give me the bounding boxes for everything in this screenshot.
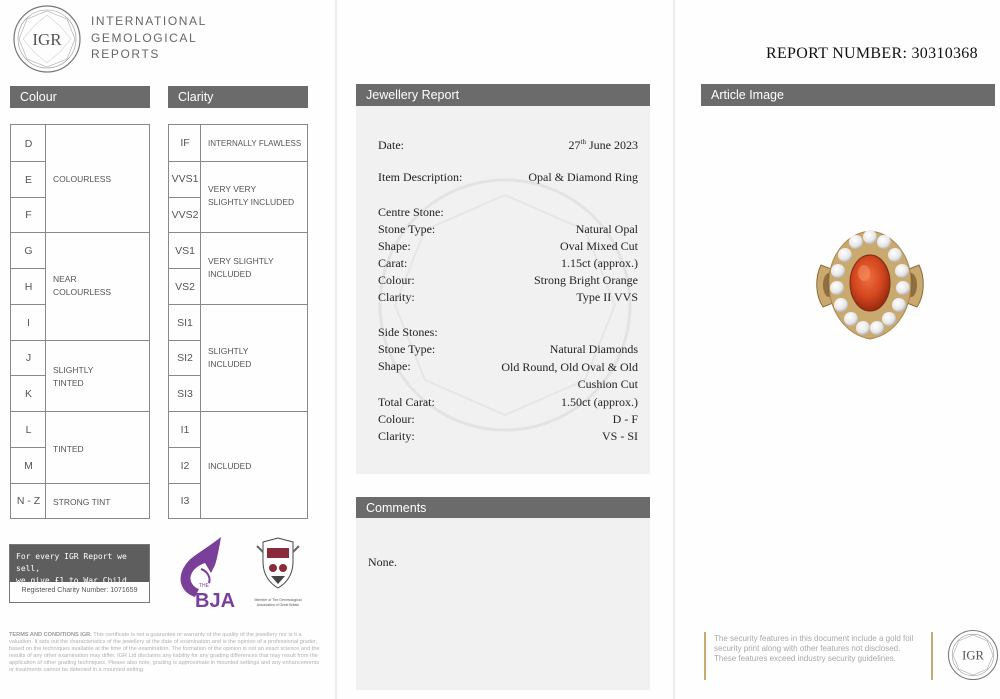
clarity-grade: IF: [180, 137, 190, 149]
colour-grade: N - Z: [16, 495, 41, 507]
terms-body: This certificate is not a guarantee or warranty of the quality of the jewellery nor is it a valuation. It sets out the characteristics of the jewellery at the date of examination and is the opinion of a professional grader, based on the techniques available at the time of the examination. The formation of the opinion is not an exact science and the results of any other examination may differ. IGR Ltd disclaims any liability for any grading differences that may result from the application of other grading techniques. Please also note, grading is approximate in mounted settings and any enhancements or treatments cannot be detected in a mounted setting.: [9, 632, 320, 673]
clarity-desc-vs: VERY SLIGHTLY INCLUDED: [208, 256, 274, 279]
clarity-desc-i: INCLUDED: [208, 461, 252, 471]
jewellery-report-header: Jewellery Report: [356, 84, 650, 106]
centre-carat-value: 1.15ct (approx.): [561, 256, 638, 270]
side-shape-value-line-2: Cushion Cut: [577, 377, 638, 391]
igr-small-logo: [947, 629, 999, 681]
clarity-header: Clarity: [168, 86, 308, 108]
brand-line-1: INTERNATIONAL: [91, 14, 207, 28]
side-stones-heading: Side Stones:: [378, 325, 438, 339]
comments-header: Comments: [356, 497, 650, 519]
side-shape-value: [501, 359, 638, 393]
colour-desc-colourless: COLOURLESS: [53, 174, 112, 184]
security-divider-right: [931, 632, 933, 680]
side-colour-value: D - F: [612, 412, 638, 426]
centre-carat-label: Carat:: [378, 256, 408, 270]
clarity-grade: I3: [180, 495, 190, 507]
clarity-grade: SI2: [177, 352, 193, 364]
ring-photo: [815, 225, 925, 345]
colour-desc-tinted: TINTED: [53, 444, 84, 454]
bja-text: BJA: [195, 590, 236, 611]
security-divider-left: [704, 632, 706, 680]
colour-grade: G: [24, 245, 33, 257]
centre-stone-type-label: Stone Type:: [378, 222, 436, 236]
centre-stone-heading: Centre Stone:: [378, 205, 444, 219]
side-total-carat-label: Total Carat:: [378, 395, 435, 409]
clarity-desc-vvs: VERY VERY SLIGHTLY INCLUDED: [208, 184, 295, 207]
colour-grade: E: [24, 174, 32, 186]
centre-clarity-label: Clarity:: [378, 290, 415, 304]
colour-grade-table: [10, 124, 150, 519]
charity-message-line-1: For every IGR Report we sell,: [16, 552, 127, 573]
clarity-desc-si: SLIGHTLY INCLUDED: [208, 346, 252, 369]
clarity-grade: VVS1: [171, 173, 199, 185]
clarity-grade: VS2: [175, 281, 195, 293]
bja-logo: [171, 535, 241, 611]
date-suffix: th: [580, 138, 586, 146]
clarity-grade: SI3: [177, 388, 193, 400]
clarity-grade: I1: [180, 424, 190, 436]
clarity-grade: I2: [180, 460, 190, 472]
side-shape-label: Shape:: [378, 359, 411, 373]
fold-line: [335, 0, 337, 699]
charity-box: [9, 544, 150, 603]
centre-shape-label: Shape:: [378, 239, 411, 253]
brand-line-2: GEMOLOGICAL: [91, 30, 198, 45]
igr-logo: [12, 4, 82, 74]
colour-grade: K: [24, 388, 32, 400]
side-total-carat-value: 1.50ct (approx.): [561, 395, 638, 409]
charity-message: [10, 545, 149, 585]
colour-grade: L: [25, 424, 32, 436]
centre-colour-label: Colour:: [378, 273, 415, 287]
comments-text: None.: [368, 555, 397, 569]
logo-text: IGR: [32, 30, 62, 49]
terms-heading: TERMS AND CONDITIONS IGR.: [9, 632, 92, 638]
colour-grade: H: [24, 281, 33, 293]
item-label: Item Description:: [378, 170, 463, 184]
colour-grade: M: [24, 460, 33, 472]
centre-shape-value: Oval Mixed Cut: [560, 239, 638, 253]
bja-small-text: THE: [199, 583, 209, 589]
date-label: Date:: [378, 138, 404, 152]
centre-clarity-value: Type II VVS: [576, 290, 638, 304]
colour-grade: D: [24, 138, 33, 150]
colour-desc-strong-tint: STRONG TINT: [53, 497, 111, 507]
item-value: Opal & Diamond Ring: [528, 170, 638, 184]
colour-grade: I: [27, 317, 30, 329]
article-image-header: Article Image: [701, 84, 995, 106]
centre-colour-value: Strong Bright Orange: [534, 273, 638, 287]
side-clarity-label: Clarity:: [378, 429, 415, 443]
security-note: The security features in this document include a gold foil security print along with other features not disclosed. These features exceed industry security guidelines.: [714, 634, 914, 663]
side-stone-row: [378, 359, 638, 393]
terms-and-conditions: [9, 632, 321, 674]
centre-stone-type-value: Natural Opal: [575, 222, 638, 236]
gem-association-crest: [253, 536, 303, 592]
colour-header: Colour: [10, 86, 150, 108]
gem-association-caption: Member of The Gemmological Association of Great Britain: [254, 598, 302, 607]
clarity-desc-if: INTERNALLY FLAWLESS: [208, 139, 302, 148]
side-stone-type-label: Stone Type:: [378, 342, 436, 356]
side-shape-value-line-1: Old Round, Old Oval & Old: [501, 360, 638, 374]
side-clarity-value: VS - SI: [601, 429, 638, 443]
colour-grade: J: [25, 352, 32, 364]
clarity-grade: SI1: [177, 317, 193, 329]
clarity-grade-table: [168, 124, 308, 519]
colour-desc-slightly-tinted: SLIGHTLY TINTED: [53, 365, 94, 388]
charity-message-line-2: we give £1 to War Child: [16, 576, 127, 585]
colour-desc-near-colourless: NEAR COLOURLESS: [53, 274, 112, 297]
side-colour-label: Colour:: [378, 412, 415, 426]
report-number: REPORT NUMBER: 30310368: [766, 45, 978, 62]
brand-line-3: REPORTS: [91, 47, 160, 61]
clarity-grade: VVS2: [171, 209, 199, 221]
colour-grade: F: [25, 209, 32, 221]
comments-box: [356, 518, 650, 690]
brand-name: [91, 13, 207, 63]
date-day: 27: [568, 138, 581, 152]
fold-line: [673, 0, 675, 699]
date-month-year: June 2023: [586, 138, 638, 152]
charity-number: Registered Charity Number: 1071659: [21, 587, 138, 594]
side-stone-type-value: Natural Diamonds: [549, 342, 638, 356]
clarity-grade: VS1: [175, 245, 195, 257]
date-value: [569, 138, 638, 153]
small-logo-text: IGR: [962, 648, 984, 663]
